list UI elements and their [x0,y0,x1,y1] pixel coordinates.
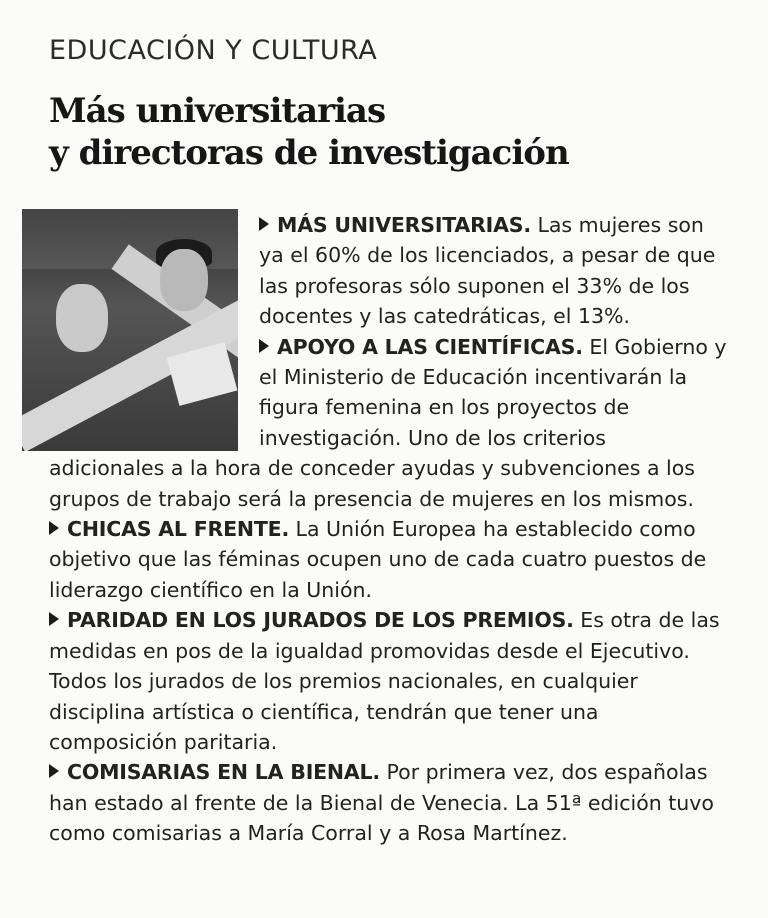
article-line [49,514,739,544]
article-line: grupos de trabajo será la presencia de mujeres en los mismos. [49,486,694,511]
item-lead: PARIDAD EN LOS JURADOS DE LOS PREMIOS. [67,608,574,633]
item-text: La Unión Europea ha establecido como [289,517,696,542]
article-line: liderazgo científico en la Unión. [49,577,373,602]
section-label: EDUCACIÓN Y CULTURA [49,35,378,66]
bullet-triangle-icon [49,764,59,778]
bullet-triangle-icon [49,612,59,626]
article-line: adicionales a la hora de conceder ayudas y subvenciones a los [49,456,695,481]
headline-line-1: Más universitarias [49,91,386,131]
article-line: como comisarias a María Corral y a Rosa Martínez. [49,821,568,846]
article-line: han estado al frente de la Bienal de Venecia. La 51ª edición tuvo [49,790,714,815]
article-line: ya el 60% de los licenciados, a pesar de que [259,243,716,268]
headline [49,90,749,174]
article-line: disciplina artística o científica, tendrán que tener una [49,699,599,724]
article-body [49,210,739,849]
article-line: composición paritaria. [49,729,278,754]
headline-line-2: y directoras de investigación [49,133,569,173]
item-text: Es otra de las [573,608,720,633]
item-text: Las mujeres son [530,213,704,237]
article-line: docentes y las catedráticas, el 13%. [259,304,631,329]
article-line: medidas en pos de la igualdad promovidas desde el Ejecutivo. [49,638,690,663]
bullet-triangle-icon [259,217,269,231]
item-lead: CHICAS AL FRENTE. [67,517,290,542]
article-line: objetivo que las féminas ocupen uno de cada cuatro puestos de [49,547,707,572]
item-text: El Gobierno y [582,334,727,359]
article-line [49,332,739,362]
item-text: Por primera vez, dos españolas [380,760,708,785]
item-lead: MÁS UNIVERSITARIAS. [277,213,531,237]
bullet-triangle-icon [49,521,59,535]
article-line [49,605,739,635]
article-line [49,757,739,787]
article-line: las profesoras sólo suponen el 33% de los [259,273,690,298]
item-lead: APOYO A LAS CIENTÍFICAS. [277,334,583,359]
bullet-triangle-icon [259,339,269,353]
article-line: Todos los jurados de los premios nacionales, en cualquier [49,669,638,694]
article-line [49,210,739,240]
item-lead: COMISARIAS EN LA BIENAL. [67,760,381,785]
article-line: figura femenina en los proyectos de [259,395,630,420]
article-line: el Ministerio de Educación incentivarán la [259,365,688,390]
article-line: investigación. Uno de los criterios [259,425,606,450]
